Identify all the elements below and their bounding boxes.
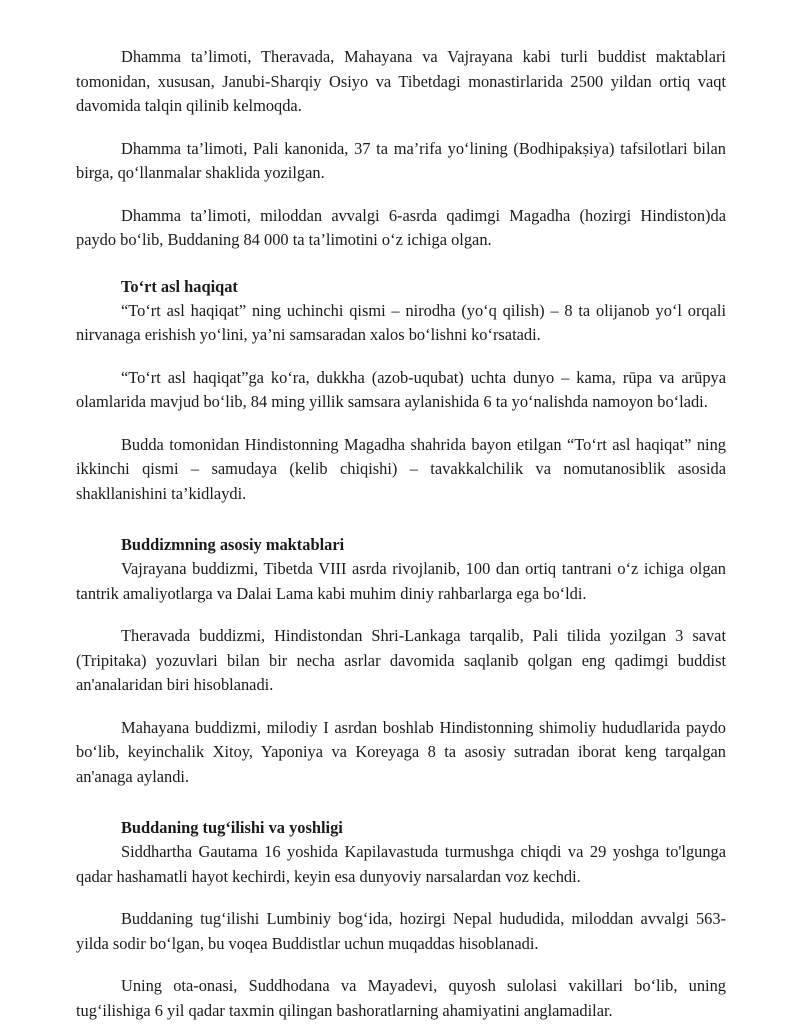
birth-paragraph-1: Siddhartha Gautama 16 yoshida Kapilavastuda turmushga chiqdi va 29 yoshga to'lgunga qadar hashamatli hayot kechirdi, keyin esa dunyoviy narsalardan voz kechdi. xyxy=(76,842,726,886)
section-heading-four-truths: To‘rt asl haqiqat xyxy=(121,276,238,296)
schools-paragraph-2: Theravada buddizmi, Hindistondan Shri-Lankaga tarqalib, Pali tilida yozilgan 3 savat (Tripitaka) yozuvlari bilan bir necha asrlar davomida saqlanib qolgan eng qadimgi buddist an'analaridan biri hisoblanadi. xyxy=(76,626,726,694)
schools-paragraph-1: Vajrayana buddizmi, Tibetda VIII asrda rivojlanib, 100 dan ortiq tantrani o‘z ichiga olgan tantrik amaliyotlarga va Dalai Lama kabi muhim diniy rahbarlarga ega bo‘ldi. xyxy=(76,559,726,603)
birth-paragraph-3: Uning ota-onasi, Suddhodana va Mayadevi, quyosh sulolasi vakillari bo‘lib, uning tug‘ilishiga 6 yil qadar taxmin qilingan bashoratlarning ahamiyatini anglamadilar. xyxy=(76,976,726,1020)
intro-paragraph-3: Dhamma ta’limoti, miloddan avvalgi 6-asrda qadimgi Magadha (hozirgi Hindiston)da paydo bo‘lib, Buddaning 84 000 ta ta’limotini o‘z ichiga olgan. xyxy=(76,205,726,249)
document-page xyxy=(76,45,726,1023)
intro-paragraph-1: Dhamma ta’limoti, Theravada, Mahayana va Vajrayana kabi turli buddist maktablari tomonidan, xususan, Janubi-Sharqiy Osiyo va Tibetdagi monastirlarida 2500 yildan ortiq vaqt davomida talqin qilinib kelmoqda. xyxy=(76,47,726,115)
four-truths-paragraph-3: Budda tomonidan Hindistonning Magadha shahrida bayon etilgan “To‘rt asl haqiqat” ning ikkinchi qismi – samudaya (kelib chiqishi) – tavakkalchilik va nomutanosiblik asosida shakllanishini ta’kidlaydi. xyxy=(76,434,726,503)
schools-paragraph-3: Mahayana buddizmi, milodiy I asrdan boshlab Hindistonning shimoliy hududlarida paydo bo‘lib, keyinchalik Xitoy, Yaponiya va Koreyaga 8 ta asosiy sutradan iborat keng tarqalgan an'anaga aylandi. xyxy=(76,717,726,786)
intro-paragraph-2: Dhamma ta’limoti, Pali kanonida, 37 ta ma’rifa yo‘lining (Bodhipakṣiya) tafsilotlari bilan birga, qo‘llanmalar shaklida yozilgan. xyxy=(76,138,726,182)
section-heading-schools: Buddizmning asosiy maktablari xyxy=(121,535,345,554)
four-truths-paragraph-2: “To‘rt asl haqiqat”ga ko‘ra, dukkha (azob-uqubat) uchta dunyo – kama, rūpa va arūpya olamlarida mavjud bo‘lib, 84 ming yillik samsara aylanishida 6 ta yo‘nalishda namoyon bo‘ladi. xyxy=(76,367,726,411)
section-heading-birth-youth: Buddaning tug‘ilishi va yoshligi xyxy=(121,818,343,837)
four-truths-paragraph-1: “To‘rt asl haqiqat” ning uchinchi qismi – nirodha (yo‘q qilish) – 8 ta olijanob yo‘l orqali nirvanaga erishish yo‘lini, ya’ni samsaradan xalos bo‘lishni ko‘rsatadi. xyxy=(76,300,726,344)
birth-paragraph-2: Buddaning tug‘ilishi Lumbiniy bog‘ida, hozirgi Nepal hududida, miloddan avvalgi 563-yilda sodir bo‘lgan, bu voqea Buddistlar uchun muqaddas hisoblanadi. xyxy=(76,909,726,953)
